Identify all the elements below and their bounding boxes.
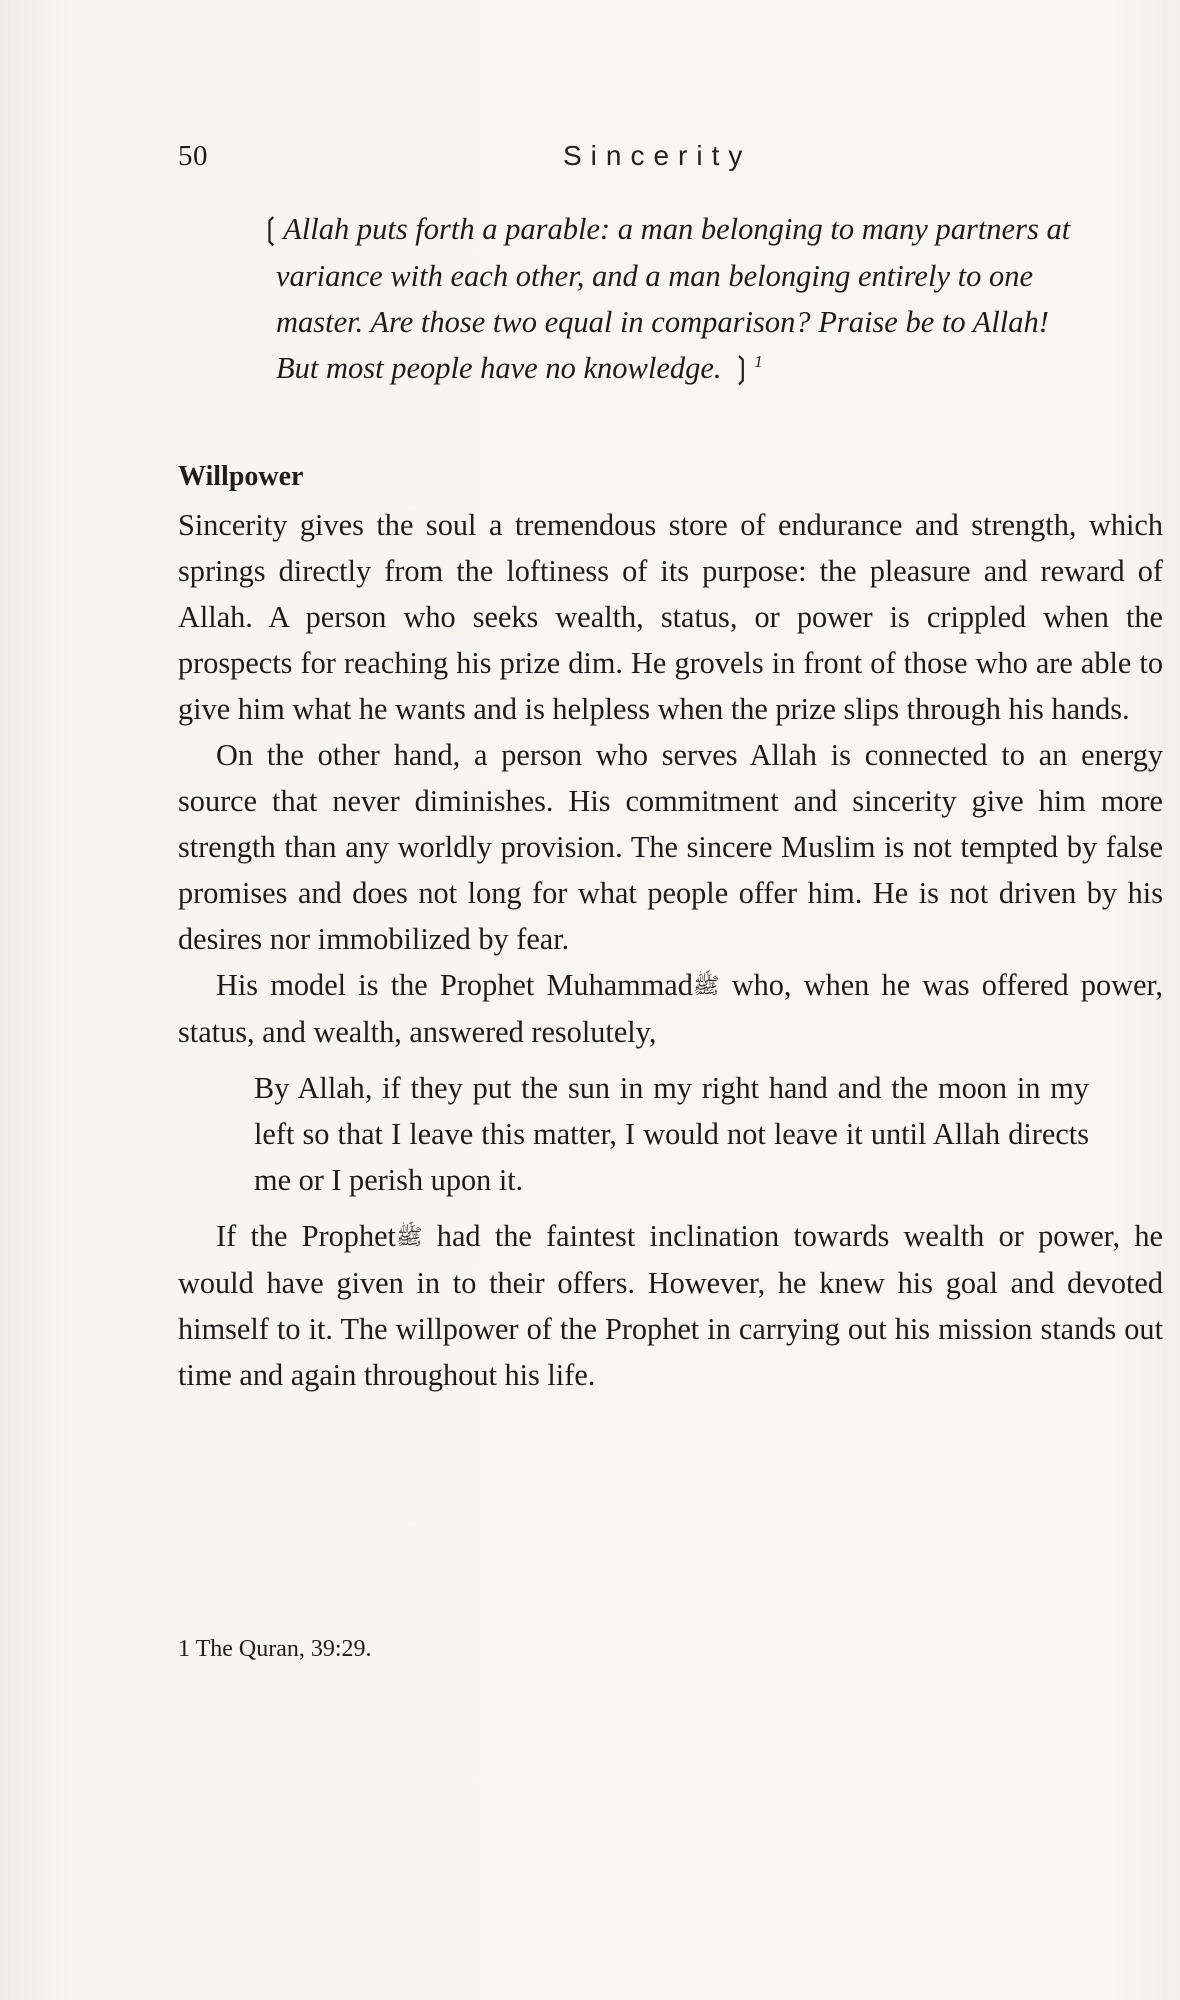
paragraph-2: On the other hand, a person who serves Allah is connected to an energy source that never diminishes. His commitment and sincerity give him more strength than any worldly provision. The sincere Muslim is not tempted by false promises and does not long for what people offer him. He is not driven by his desires nor immobilized by fear. bbox=[178, 738, 1163, 956]
honorific-glyph: ﷺ bbox=[692, 973, 720, 998]
page-number: 50 bbox=[178, 140, 208, 172]
running-title: Sincerity bbox=[563, 140, 752, 171]
paragraph-3-after: who, when he was offered power, status, and wealth, answered resolutely, bbox=[178, 968, 1163, 1049]
quran-quote bbox=[258, 206, 1098, 392]
body-text bbox=[178, 502, 1163, 1398]
paragraph-3-before: His model is the Prophet Muhammad bbox=[216, 968, 693, 1002]
quote-text: Allah puts forth a parable: a man belonging to many partners at variance with each other, and a man belonging entirely to one master. Are those two equal in comparison? Praise be to Allah! But most people have no knowledge. bbox=[276, 212, 1071, 385]
paragraph-3 bbox=[178, 962, 1163, 1055]
paragraph-4-before: If the Prophet bbox=[216, 1219, 396, 1253]
page-header bbox=[178, 140, 1163, 180]
paragraph-4 bbox=[178, 1213, 1163, 1398]
quote-paragraph bbox=[258, 206, 1098, 392]
honorific-glyph-2: ﷺ bbox=[395, 1224, 423, 1249]
quote-close-bracket: ❳ bbox=[729, 352, 755, 385]
prophet-quote: By Allah, if they put the sun in my right hand and the moon in my left so that I leave this matter, I would not leave it until Allah directs me or I perish upon it. bbox=[254, 1071, 1089, 1197]
footnote: 1 The Quran, 39:29. bbox=[178, 1636, 372, 1662]
footnote-marker: 1 bbox=[754, 351, 763, 371]
paragraph-1: Sincerity gives the soul a tremendous store of endurance and strength, which springs directly from the loftiness of its purpose: the pleasure and reward of Allah. A person who seeks wealth, status, or power is crippled when the prospects for reaching his prize dim. He grovels in front of those who are able to give him what he wants and is helpless when the prize slips through his hands. bbox=[178, 508, 1163, 726]
quote-open-bracket: ❲ bbox=[258, 213, 284, 246]
section-heading: Willpower bbox=[178, 461, 304, 492]
paragraph-4-after: had the faintest inclination towards wealth or power, he would have given in to their offers. However, he knew his goal and devoted himself to it. The willpower of the Prophet in carrying out his mission stands out time and again throughout his life. bbox=[178, 1219, 1163, 1392]
